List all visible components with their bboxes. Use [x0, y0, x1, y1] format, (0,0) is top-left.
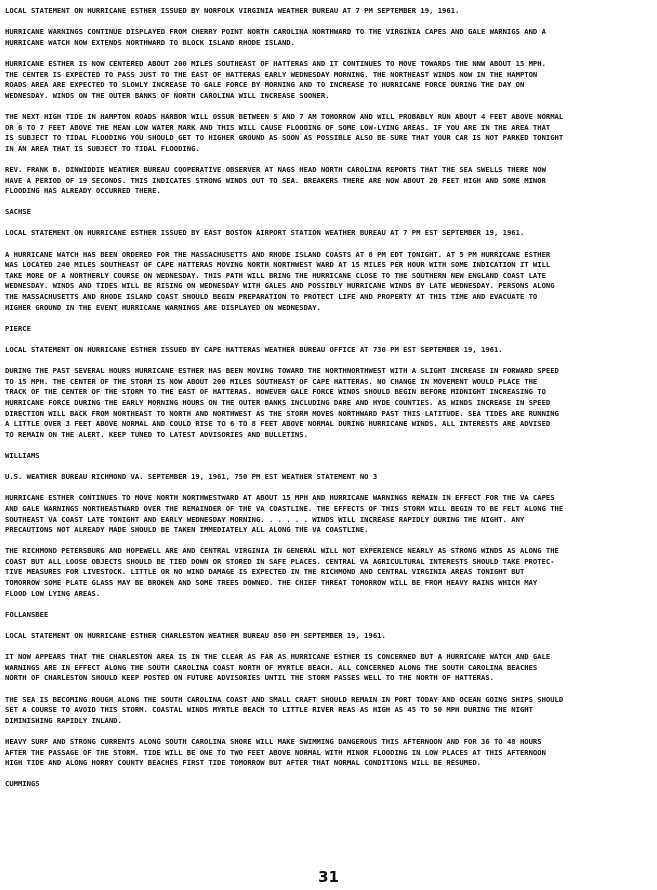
forecaster-signature: CUMMINGS	[5, 779, 40, 789]
statement-heading: LOCAL STATEMENT ON HURRICANE ESTHER ISSUED BY CAPE HATTERAS WEATHER BUREAU OFFICE AT 730 PM EST SEPTEMBER 19, 1961.	[5, 345, 503, 354]
forecaster-signature: PIERCE	[5, 323, 31, 333]
page-number: 31	[318, 868, 339, 886]
statement-paragraph: THE RICHMOND PETERSBURG AND HOPEWELL ARE AND CENTRAL VIRGINIA IN GENERAL WILL NOT EXPERIENCE NEARLY AS STRONG WINDS AS ALONG THE COAST BUT ALL LOOSE OBJECTS SHOULD BE TIED DOWN OR STORED IN SAFE PLACES. CENTRAL VA AGRICULTURAL INTERESTS SHOULD TAKE PROTEC- TIVE MEASURES FOR LIVESTOCK. LITTLE OR NO WIND DAMAGE IS EXPECTED IN THE RICHMOND AND CENTRAL VIRGINIA AREAS TONIGHT BUT TOMORROW SOME PLATE GLASS MAY BE BROKEN AND SOME TREES DOWNED. THE CHIEF THREAT TOMORROW WILL BE FROM HEAVY RAINS WHICH MAY FLOOD LOW LYING AREAS.	[5, 546, 559, 598]
statement-heading: LOCAL STATEMENT ON HURRICANE ESTHER ISSUED BY NORFOLK VIRGINIA WEATHER BUREAU AT 7 PM SEPTEMBER 19, 1961.	[5, 6, 460, 15]
statement-norfolk	[5, 6, 653, 218]
statement-east-boston	[5, 228, 653, 334]
statement-paragraph: DURING THE PAST SEVERAL HOURS HURRICANE ESTHER HAS BEEN MOVING TOWARD THE NORTHNORTHWEST WITH A SLIGHT INCREASE IN FORWARD SPEED TO 15 MPH. THE CENTER OF THE STORM IS NOW ABOUT 200 MILES SOUTHEAST OF CAPE HATTERAS. NO CHANGE IN MOVEMENT WOULD PLACE THE TRACK OF THE CENTER OF THE STORM TO THE EAST OF HATTERAS. HOWEVER GALE FORCE WINDS SHOULD BEGIN BEFORE MIDNIGHT INCREASING TO HURRICANE FORCE DURING THE EARLY MORNING HOURS ON THE OUTER BANKS INCLUDING DARE AND HYDE COUNTIES. AS WINDS INCREASE IN SPEED DIRECTION WILL BACK FROM NORTHEAST TO NORTH AND NORTHWEST AS THE STORM MOVES NORTHWARD PAST THIS LATITUDE. SEA TIDES ARE RUNNING A LITTLE OVER 3 FEET ABOVE NORMAL AND COULD RISE TO 6 TO 8 FEET ABOVE NORMAL DURING HURRICANE WINDS. ALL INTERESTS ARE ADVISED TO REMAIN ON THE ALERT. KEEP TUNED TO LATEST ADVISORIES AND BULLETINS.	[5, 366, 559, 439]
statement-paragraph: HURRICANE ESTHER CONTINUES TO MOVE NORTH NORTHWESTWARD AT ABOUT 15 MPH AND HURRICANE WARNINGS REMAIN IN EFFECT FOR THE VA CAPES AND GALE WARNINGS NORTHEASTWARD OVER THE REMAINDER OF THE VA COASTLINE. THE EFFECTS OF THIS STORM WILL BEGIN TO BE FELT ALONG THE SOUTHEAST VA COAST LATE TONIGHT AND EARLY WEDNESDAY MORNING. . . . . . WINDS WILL INCREASE RAPIDLY DURING THE NIGHT. ANY PRECAUTIONS NOT ALREADY MADE SHOULD BE TAKEN IMMEDIATELY ALL ALONG THE VA COASTLINE.	[5, 493, 564, 535]
statement-heading: LOCAL STATEMENT ON HURRICANE ESTHER ISSUED BY EAST BOSTON AIRPORT STATION WEATHER BUREAU AT 7 PM EST SEPTEMBER 19, 1961.	[5, 228, 525, 238]
document-body	[5, 6, 653, 801]
statement-paragraph: HURRICANE WARNINGS CONTINUE DISPLAYED FROM CHERRY POINT NORTH CAROLINA NORTHWARD TO THE VIRGINIA CAPES AND GALE WARNIGS AND A HURRICANE WATCH NOW EXTENDS NORTHWARD TO BLOCK ISLAND RHODE ISLAND.	[5, 27, 546, 47]
statement-paragraph: REV. FRANK B. DINWIDDIE WEATHER BUREAU COOPERATIVE OBSERVER AT NAGS HEAD NORTH CAROLINA REPORTS THAT THE SEA SWELLS THERE NOW HAVE A PERIOD OF 19 SECONDS. THIS INDICATES STRONG WINDS OUT TO SEA. BREAKERS THERE ARE NOW ABOUT 20 FEET HIGH AND SOME MINOR FLOODING HAS ALREADY OCCURRED THERE.	[5, 164, 546, 196]
statement-paragraph: THE NEXT HIGH TIDE IN HAMPTON ROADS HARBOR WILL OSSUR BETWEEN 5 AND 7 AM TOMORROW AND WILL PROBABLY RUN ABOUT 4 FEET ABOVE NORMAL OR 6 TO 7 FEET ABOVE THE MEAN LOW WATER MARK AND THIS WILL CAUSE FLOODING OF SOME LOW-LYING AREAS. IF YOU ARE IN THE AREA THAT IS SUBJECT TO TIDAL FLOODING YOU SHOULD GET TO HIGHER GROUND AS SOON AS POSSIBLE ALSO BE SURE THAT YOUR CAR IS NOT PARKED TONIGHT IN AN AREA THAT IS SUBJECT TO TIDAL FLOODING.	[5, 111, 564, 153]
statement-paragraph: THE SEA IS BECOMING ROUGH ALONG THE SOUTH CAROLINA COAST AND SMALL CRAFT SHOULD REMAIN IN PORT TODAY AND OCEAN GOING SHIPS SHOULD SET A COURSE TO AVOID THIS STORM. COASTAL WINDS MYRTLE BEACH TO LITTLE RIVER REAS AS HIGH AS 45 TO 50 MPH DURING THE NIGHT DIMINISHING RAPIDLY INLAND.	[5, 694, 564, 725]
statement-paragraph: IT NOW APPEARS THAT THE CHARLESTON AREA IS IN THE CLEAR AS FAR AS HURRICANE ESTHER IS CONCERNED BUT A HURRICANE WATCH AND GALE WARNINGS ARE IN EFFECT ALONG THE SOUTH CAROLINA COAST NORTH OF MYRTLE BEACH. ALL CONCERNED ALONG THE SOUTH CAROLINA BEACHES NORTH OF CHARLESTON SHOULD KEEP POSTED ON FUTURE ADVISORIES UNTIL THE STORM PASSES WELL TO THE NORTH OF HATTERAS.	[5, 652, 551, 683]
statement-charleston	[5, 631, 653, 790]
statement-paragraph: HURRICANE ESTHER IS NOW CENTERED ABOUT 200 MILES SOUTHEAST OF HATTERAS AND IT CONTINUES TO MOVE TOWARDS THE NNW ABOUT 15 MPH. THE CENTER IS EXPECTED TO PASS JUST TO THE EAST OF HATTERAS EARLY WEDNESDAY MORNING. THE NORTHEAST WINDS NOW IN THE HAMPTON ROADS AREA ARE EXPECTED TO SLOWLY INCREASE TO GALE FORCE BY MORNING AND TO INCREASE TO HURRICANE FORCE DURING THE DAY ON WEDNESDAY. WINDS ON THE OUTER BANKS OF NORTH CAROLINA WILL INCREASE SOONER.	[5, 58, 546, 100]
statement-heading: U.S. WEATHER BUREAU RICHMOND VA. SEPTEMBER 19, 1961, 750 PM EST WEATHER STATEMENT NO 3	[5, 472, 378, 482]
statement-paragraph: A HURRICANE WATCH HAS BEEN ORDERED FOR THE MASSACHUSETTS AND RHODE ISLAND COASTS AT 8 PM EDT TONIGHT. AT 5 PM HURRICANE ESTHER WAS LOCATED 240 MILES SOUTHEAST OF CAPE HATTERAS MOVING NORTH NORTHWEST WARD AT 15 MILES PER HOUR WITH SOME INDICATION IT WILL TAKE MORE OF A NORTHERLY COURSE ON WEDNESDAY. THIS PATH WILL BRING THE HURRICANE CLOSE TO THE SOUTHERN NEW ENGLAND COAST LATE WEDNESDAY. WINDS AND TIDES WILL BE RISING ON WEDNESDAY WITH GALES AND POSSIBLY HURRICANE WINDS BY LATE WEDNESDAY. PERSONS ALONG THE MASSACHUSETTS AND RHODE ISLAND COAST SHOULD BEGIN PREPARATION TO PROTECT LIFE AND PROPERTY AT THIS TIME AND EVACUATE TO HIGHER GROUND IN THE EVENT HURRICANE WARNINGS ARE DISPLAYED ON WEDNESDAY.	[5, 249, 555, 312]
statement-cape-hatteras	[5, 345, 653, 462]
forecaster-signature: WILLIAMS	[5, 450, 40, 460]
forecaster-signature: FOLLANSBEE	[5, 609, 49, 619]
statement-richmond	[5, 472, 653, 620]
forecaster-signature: SACHSE	[5, 207, 31, 217]
statement-paragraph: HEAVY SURF AND STRONG CURRENTS ALONG SOUTH CAROLINA SHORE WILL MAKE SWIMMING DANGEROUS THIS AFTERNOON AND FOR 36 TO 48 HOURS AFTER THE PASSAGE OF THE STORM. TIDE WILL BE ONE TO TWO FEET ABOVE NORMAL WITH MINOR FLOODING IN LOW PLACES AT THIS AFTERNOON HIGH TIDE AND ALONG HORRY COUNTY BEACHES FIRST TIDE TOMORROW BUT AFTER THAT NORMAL CONDITIONS WILL BE RESUMED.	[5, 736, 546, 768]
statement-heading: LOCAL STATEMENT ON HURRICANE ESTHER CHARLESTON WEATHER BUREAU 850 PM SEPTEMBER 19, 1961.	[5, 631, 386, 641]
